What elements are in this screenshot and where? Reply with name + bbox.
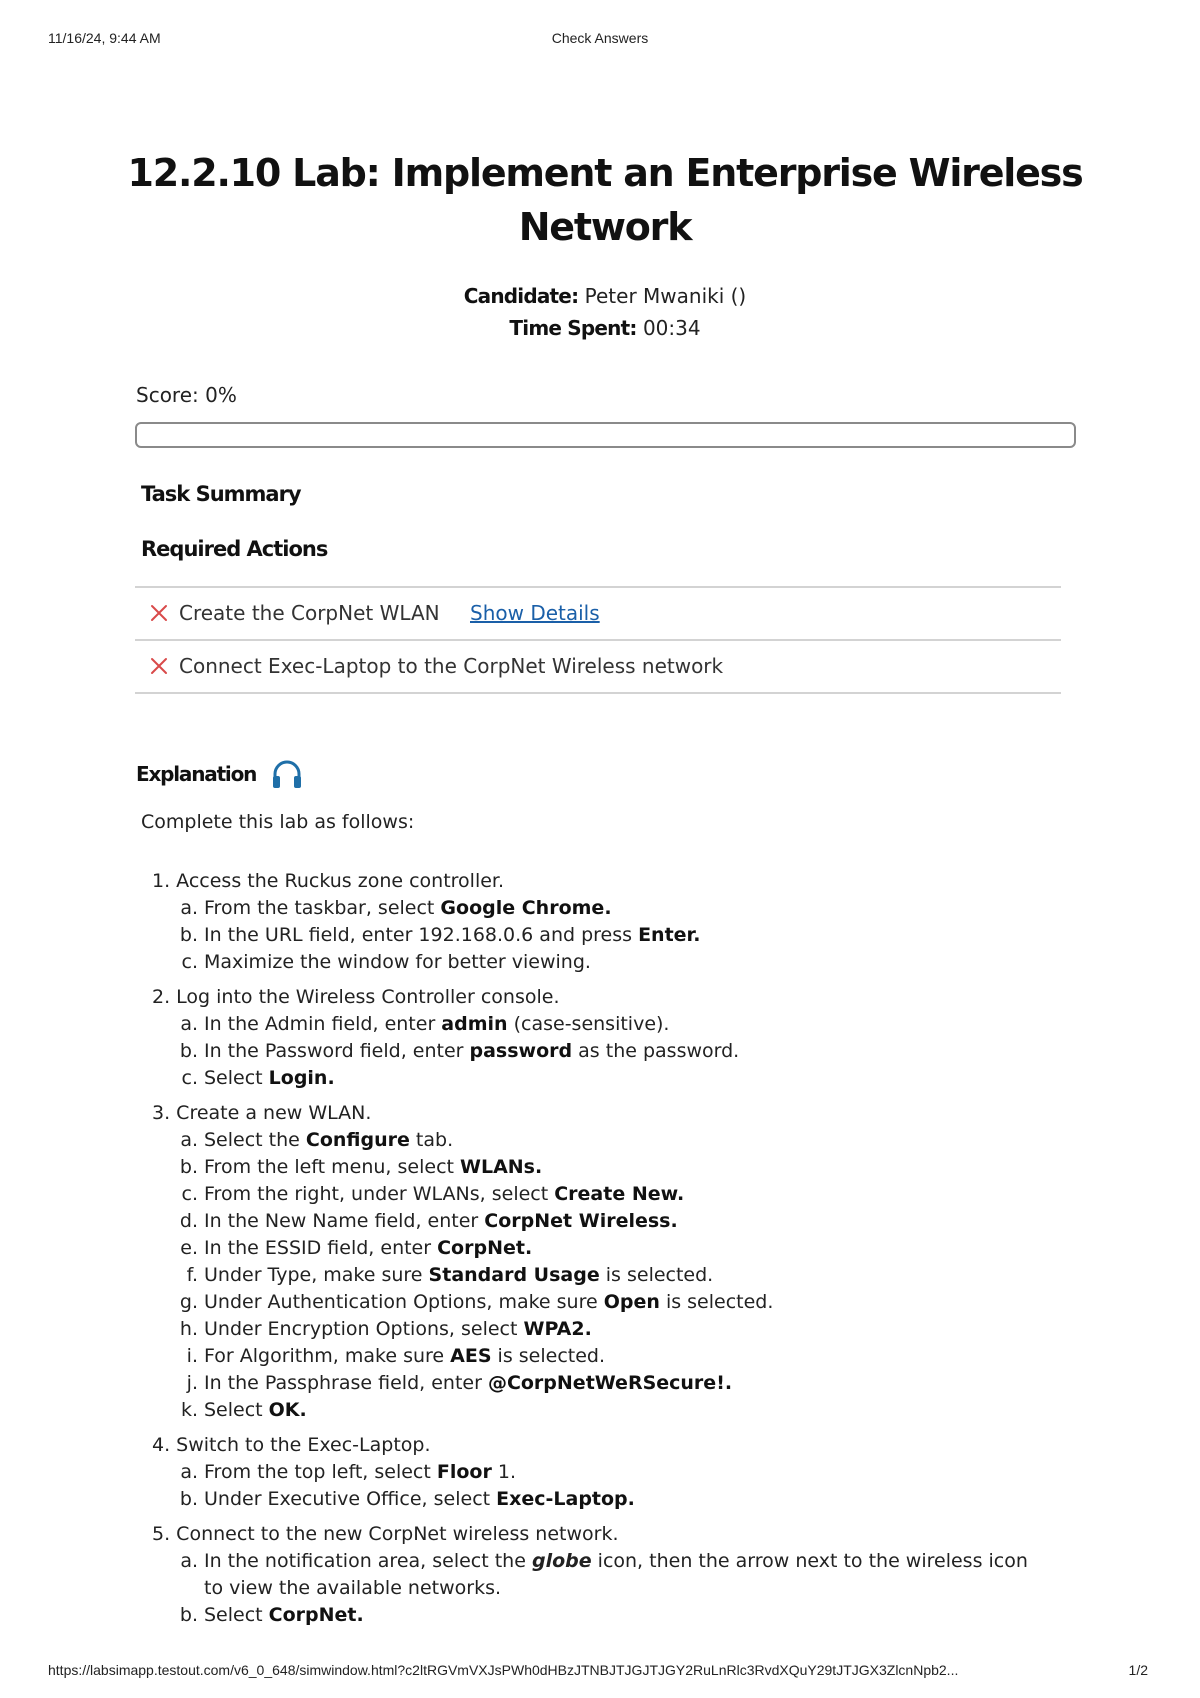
step-heading (152, 984, 1052, 1011)
substep-text: Enter (638, 924, 694, 946)
print-doc-title: Check Answers (551, 30, 649, 46)
substep (152, 1486, 1052, 1513)
substep-text: password (469, 1040, 573, 1062)
substep (152, 1154, 1052, 1181)
explanation-intro: Complete this lab as follows: (141, 811, 415, 833)
candidate-line (100, 284, 1110, 308)
substep-letter: k. (180, 1399, 198, 1421)
substep-text: icon, then the arrow next to the wireless icon to view the available networks. (204, 1550, 1028, 1599)
substep-letter: a. (180, 1461, 198, 1483)
step-text: Connect to the new CorpNet wireless network. (170, 1523, 619, 1545)
substep-text: . (604, 897, 612, 919)
step-number: 5. (152, 1523, 171, 1545)
substep-list (152, 895, 1052, 976)
print-url: https://labsimapp.testout.com/v6_0_648/simwindow.html?c2ltRGVmVXJsPWh0dHBzJTNBJTJGJTJGY2RuLnRlc3RvdXQuY29tJTJGX3ZlcnNpb2... (48, 1662, 959, 1678)
substep-letter: j. (186, 1372, 198, 1394)
substep-list (152, 1548, 1052, 1629)
substep (152, 922, 1052, 949)
substep-text: Login (268, 1067, 328, 1089)
substep-text: Under Executive Office, select (204, 1488, 497, 1510)
substep-list (152, 1127, 1052, 1424)
time-spent-line (100, 316, 1110, 340)
substep-letter: c. (181, 1183, 198, 1205)
substep-text: AES (450, 1345, 492, 1367)
substep-list (152, 1459, 1052, 1513)
substep-text: In the ESSID field, enter (204, 1237, 438, 1259)
substep-text: . (724, 1372, 733, 1394)
substep-text: @CorpNetWeRSecure! (487, 1372, 725, 1394)
substep-text: Configure (305, 1129, 410, 1151)
substep (152, 1127, 1052, 1154)
substep-text: From the taskbar, select (204, 897, 441, 919)
substep-text: . (356, 1604, 364, 1626)
substep (152, 895, 1052, 922)
substep (152, 1397, 1052, 1424)
substep-text: . (670, 1210, 678, 1232)
substep-text: Open (603, 1291, 660, 1313)
substep (152, 1370, 1052, 1397)
required-actions-heading: Required Actions (141, 537, 328, 561)
time-spent-label: Time Spent: (509, 316, 637, 340)
x-icon (148, 655, 170, 677)
substep (152, 1038, 1052, 1065)
substep-text: CorpNet Wireless (484, 1210, 671, 1232)
required-actions-list (135, 586, 1061, 694)
instruction-step (152, 868, 1052, 976)
substep-letter: a. (180, 1013, 198, 1035)
instruction-step (152, 1432, 1052, 1513)
step-heading (152, 1432, 1052, 1459)
substep-text: Under Authentication Options, make sure (204, 1291, 604, 1313)
substep-text: globe (531, 1550, 592, 1572)
step-number: 2. (152, 986, 171, 1008)
substep-text: Create New (554, 1183, 677, 1205)
required-action-text: Create the CorpNet WLAN (179, 601, 440, 625)
substep (152, 949, 1052, 976)
substep-text: as the password. (572, 1040, 740, 1062)
instruction-step (152, 1100, 1052, 1424)
substep-text: (case-sensitive). (507, 1013, 670, 1035)
print-header (48, 30, 1152, 50)
substep-text: . (676, 1183, 685, 1205)
substep-text: . (524, 1237, 533, 1259)
substep (152, 1548, 1052, 1602)
step-number: 1. (152, 870, 171, 892)
print-datetime: 11/16/24, 9:44 AM (48, 30, 161, 46)
substep-text: From the right, under WLANs, select (204, 1183, 555, 1205)
substep-letter: a. (180, 897, 198, 919)
substep (152, 1602, 1052, 1629)
score-progress-bar (135, 422, 1076, 448)
step-number: 3. (152, 1102, 171, 1124)
substep-letter: a. (180, 1550, 198, 1572)
substep-text: 1. (491, 1461, 516, 1483)
substep-text: Select the (204, 1129, 306, 1151)
substep-text: Under Type, make sure (204, 1264, 429, 1286)
step-heading (152, 868, 1052, 895)
substep (152, 1208, 1052, 1235)
substep-text: . (693, 924, 701, 946)
substep (152, 1459, 1052, 1486)
substep-letter: e. (180, 1237, 198, 1259)
substep-text: is selected. (491, 1345, 606, 1367)
step-text: Log into the Wireless Controller console. (170, 986, 560, 1008)
step-number: 4. (152, 1434, 171, 1456)
substep (152, 1289, 1052, 1316)
substep (152, 1343, 1052, 1370)
substep (152, 1316, 1052, 1343)
step-text: Create a new WLAN. (170, 1102, 372, 1124)
substep (152, 1235, 1052, 1262)
substep (152, 1181, 1052, 1208)
explanation-heading: Explanation (136, 762, 257, 786)
substep-text: Standard Usage (428, 1264, 600, 1286)
substep-letter: b. (179, 1488, 198, 1510)
substep (152, 1262, 1052, 1289)
substep-letter: i. (186, 1345, 198, 1367)
substep-text: From the left menu, select (204, 1156, 460, 1178)
substep-letter: b. (179, 1156, 198, 1178)
substep-text: CorpNet (437, 1237, 525, 1259)
substep-text: Google Chrome (440, 897, 605, 919)
substep-text: . (299, 1399, 307, 1421)
step-heading (152, 1521, 1052, 1548)
substep-text: . (584, 1318, 592, 1340)
substep-text: In the New Name field, enter (204, 1210, 485, 1232)
substep-text: tab. (409, 1129, 454, 1151)
substep-text: admin (441, 1013, 508, 1035)
substep-text: Floor (436, 1461, 492, 1483)
step-heading (152, 1100, 1052, 1127)
substep-text: For Algorithm, make sure (204, 1345, 451, 1367)
substep-text: In the URL field, enter 192.168.0.6 and press (204, 924, 639, 946)
substep-text: Select (204, 1399, 269, 1421)
substep-letter: f. (186, 1264, 198, 1286)
required-action-row (135, 588, 1061, 641)
substep (152, 1065, 1052, 1092)
substep-letter: b. (179, 924, 198, 946)
show-details-link[interactable]: Show Details (470, 601, 600, 625)
substep-text: In the Passphrase field, enter (204, 1372, 488, 1394)
substep-text: Under Encryption Options, select (204, 1318, 524, 1340)
substep-letter: h. (179, 1318, 198, 1340)
substep-text: From the top left, select (204, 1461, 437, 1483)
substep-letter: c. (181, 951, 198, 973)
substep-text: . (327, 1067, 335, 1089)
substep-text: In the Admin field, enter (204, 1013, 442, 1035)
substep-text: Maximize the window for better viewing. (204, 951, 591, 973)
substep-text: is selected. (599, 1264, 714, 1286)
substep-letter: b. (179, 1604, 198, 1626)
substep-letter: b. (179, 1040, 198, 1062)
substep-text: In the Password field, enter (204, 1040, 470, 1062)
substep-text: Select (204, 1604, 269, 1626)
task-summary-heading: Task Summary (141, 482, 301, 506)
candidate-value: Peter Mwaniki () (584, 284, 747, 308)
substep-text: WPA2 (523, 1318, 585, 1340)
substep (152, 1011, 1052, 1038)
instruction-steps (152, 868, 1052, 1637)
required-action-row (135, 641, 1061, 694)
substep-text: OK (268, 1399, 300, 1421)
candidate-label: Candidate: (463, 284, 579, 308)
substep-text: CorpNet (268, 1604, 357, 1626)
substep-letter: c. (181, 1067, 198, 1089)
page-title: 12.2.10 Lab: Implement an Enterprise Wireless Network (127, 151, 1083, 249)
substep-text: Select (204, 1067, 269, 1089)
headphones-icon[interactable] (270, 758, 304, 790)
substep-text: . (627, 1488, 635, 1510)
step-text: Switch to the Exec-Laptop. (170, 1434, 431, 1456)
substep-text: In the notification area, select the (204, 1550, 532, 1572)
substep-text: Exec-Laptop (496, 1488, 628, 1510)
substep-text: WLANs (460, 1156, 535, 1178)
instruction-step (152, 1521, 1052, 1629)
time-spent-value: 00:34 (642, 316, 701, 340)
substep-letter: g. (179, 1291, 198, 1313)
substep-list (152, 1011, 1052, 1092)
print-footer (48, 1662, 1152, 1682)
substep-letter: d. (179, 1210, 198, 1232)
x-icon (148, 602, 170, 624)
required-action-text: Connect Exec-Laptop to the CorpNet Wireless network (179, 654, 724, 678)
step-text: Access the Ruckus zone controller. (170, 870, 505, 892)
substep-letter: a. (180, 1129, 198, 1151)
instruction-step (152, 984, 1052, 1092)
substep-text: . (534, 1156, 543, 1178)
print-page-number: 1/2 (1128, 1662, 1148, 1678)
score-label: Score: 0% (136, 383, 237, 407)
substep-text: is selected. (659, 1291, 774, 1313)
